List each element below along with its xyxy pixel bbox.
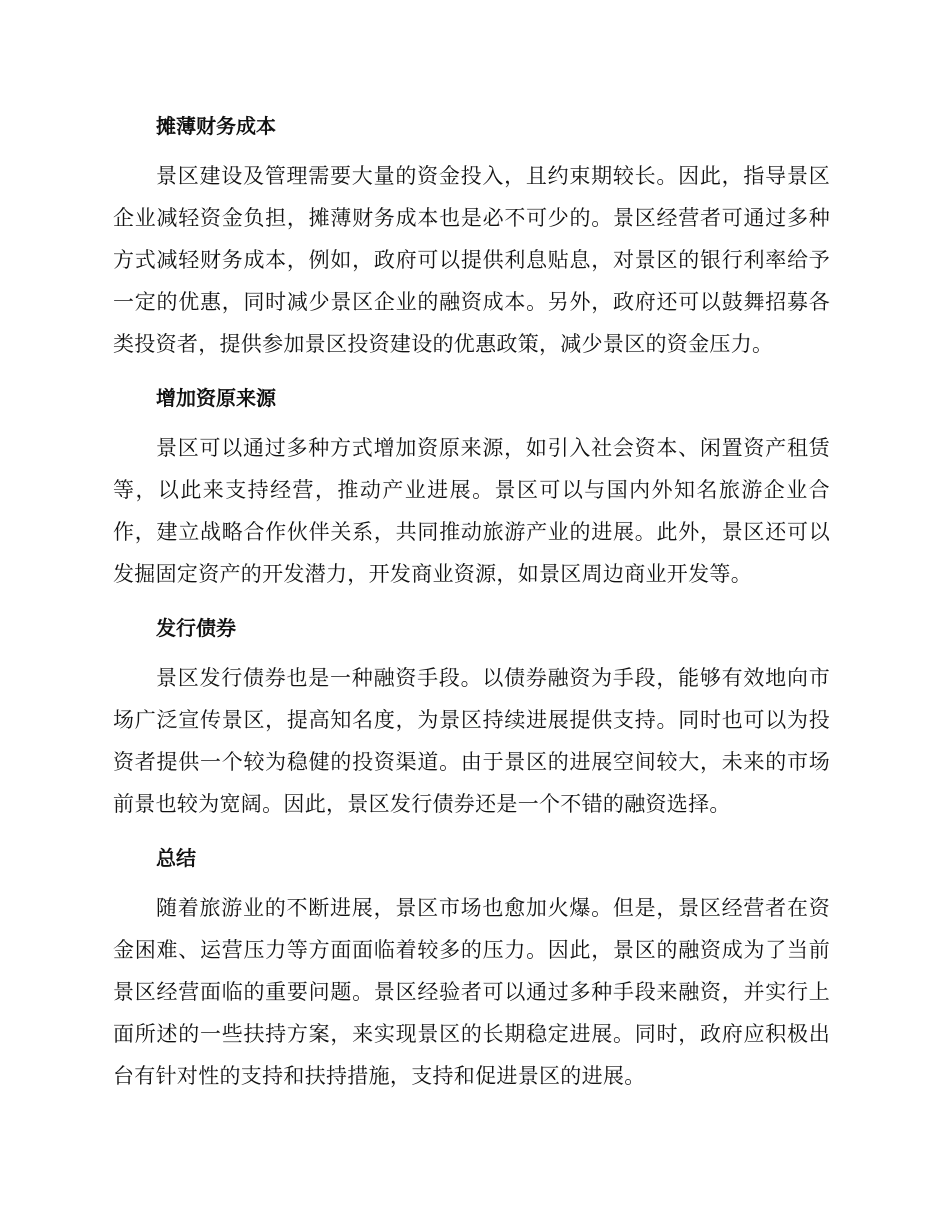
section-heading: 摊薄财务成本	[156, 114, 276, 138]
section-heading: 总结	[156, 846, 196, 870]
section-paragraph: 景区发行债券也是一种融资手段。以债券融资为手段，能够有效地向市场广泛宣传景区，提高知名度，为景区持续进展提供支持。同时也可以为投资者提供一个较为稳健的投资渠道。由于景区的进展空间较大，未来的市场前景也较为宽阔。因此，景区发行债券还是一个不错的融资选择。	[113, 666, 830, 816]
document-body	[113, 105, 830, 1109]
section-heading: 增加资原来源	[156, 386, 276, 410]
section-cost-sharing	[113, 105, 830, 365]
section-bond-issuance	[113, 607, 830, 825]
section-summary	[113, 837, 830, 1097]
section-paragraph: 景区建设及管理需要大量的资金投入，且约束期较长。因此，指导景区企业减轻资金负担，摊薄财务成本也是必不可少的。景区经营者可通过多种方式减轻财务成本，例如，政府可以提供利息贴息，对景区的银行利率给予一定的优惠，同时减少景区企业的融资成本。另外，政府还可以鼓舞招募各类投资者，提供参加景区投资建设的优惠政策，减少景区的资金压力。	[113, 164, 830, 356]
section-paragraph: 景区可以通过多种方式增加资原来源，如引入社会资本、闲置资产租赁等，以此来支持经营，推动产业进展。景区可以与国内外知名旅游企业合作，建立战略合作伙伴关系，共同推动旅游产业的进展。此外，景区还可以发掘固定资产的开发潜力，开发商业资源，如景区周边商业开发等。	[113, 436, 830, 586]
section-heading: 发行债券	[156, 616, 236, 640]
section-paragraph: 随着旅游业的不断进展，景区市场也愈加火爆。但是，景区经营者在资金困难、运营压力等方面面临着较多的压力。因此，景区的融资成为了当前景区经营面临的重要问题。景区经验者可以通过多种手段来融资，并实行上面所述的一些扶持方案，来实现景区的长期稳定进展。同时，政府应积极出台有针对性的支持和扶持措施，支持和促进景区的进展。	[113, 896, 830, 1088]
section-funding-sources	[113, 377, 830, 595]
